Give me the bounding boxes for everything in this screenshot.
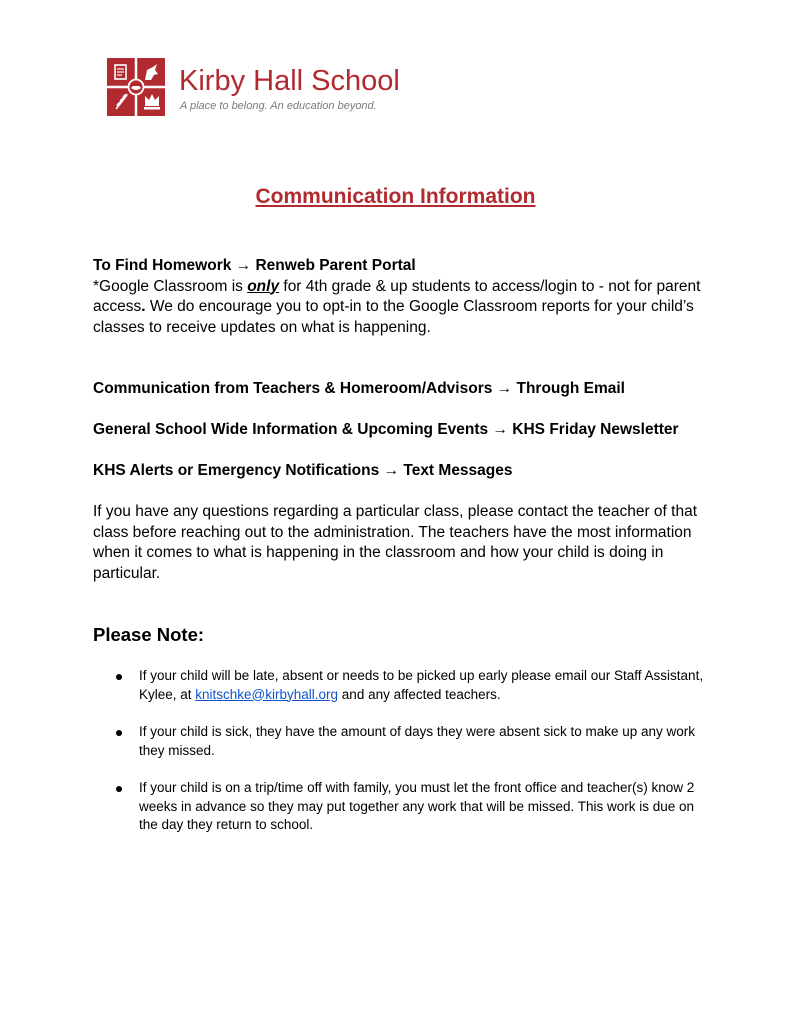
note-heading: Please Note:	[93, 624, 205, 645]
note-late-text: If your child will be late, absent or needs to be picked up early please email our Staff Assistant, Kylee, at	[139, 668, 704, 702]
arrow-icon: →	[492, 421, 508, 438]
bullet-icon	[116, 786, 122, 792]
channel-label: General School Wide Information & Upcoming Events	[93, 421, 489, 438]
list-item	[115, 667, 705, 704]
questions-paragraph: If you have any questions regarding a particular class, please contact the teacher of that class before reaching out to the administration. The teachers have the most information when it comes to what is happening in the classroom and how your child is doing in particular.	[93, 503, 698, 582]
classroom-note-period: .	[141, 298, 146, 315]
channel-label: KHS Alerts or Emergency Notifications	[93, 462, 380, 479]
school-tagline: A place to belong. An education beyond.	[180, 100, 377, 112]
school-crest-icon	[107, 58, 165, 116]
list-item	[115, 723, 705, 760]
note-trip-text: If your child is on a trip/time off with family, you must let the front office and teacher(s) know 2 weeks in advance so they may put together any work that will be missed. This work is due on the day they return to school.	[139, 780, 695, 832]
note-sick-text: If your child is sick, they have the amount of days they were absent sick to make up any work they missed.	[139, 724, 696, 758]
bullet-icon	[116, 730, 122, 736]
arrow-icon: →	[383, 462, 400, 479]
channel-alerts	[93, 461, 703, 482]
classroom-note-emphasis: only	[247, 277, 280, 295]
classroom-note-rest: We do encourage you to opt-in to the Google Classroom reports for your child’s classes to receive updates on what is happening.	[93, 298, 694, 336]
homework-section	[93, 256, 703, 338]
note-late-text-end: and any affected teachers.	[338, 686, 501, 702]
staff-email-link[interactable]: knitschke@kirbyhall.org	[195, 686, 339, 702]
channel-target: KHS Friday Newsletter	[512, 421, 679, 438]
arrow-icon: →	[496, 380, 513, 397]
arrow-icon: →	[235, 257, 252, 274]
channel-school-wide	[93, 420, 703, 441]
list-item	[115, 779, 705, 835]
school-name: Kirby Hall School	[179, 65, 400, 97]
page-title: Communication Information	[255, 185, 536, 208]
channel-label: Communication from Teachers & Homeroom/Advisors	[93, 380, 493, 397]
classroom-note-prefix: *Google Classroom is	[93, 277, 248, 295]
channel-teachers	[93, 379, 703, 400]
homework-label: To Find Homework	[93, 257, 232, 274]
channel-target: Text Messages	[403, 462, 513, 479]
bullet-icon	[116, 674, 122, 680]
classroom-note-middle: for 4th grade & up students to access/login to - not for parent access	[93, 277, 701, 315]
school-logo	[107, 58, 437, 116]
homework-target: Renweb Parent Portal	[255, 257, 416, 274]
channel-target: Through Email	[516, 380, 625, 397]
notes-list	[115, 667, 705, 854]
